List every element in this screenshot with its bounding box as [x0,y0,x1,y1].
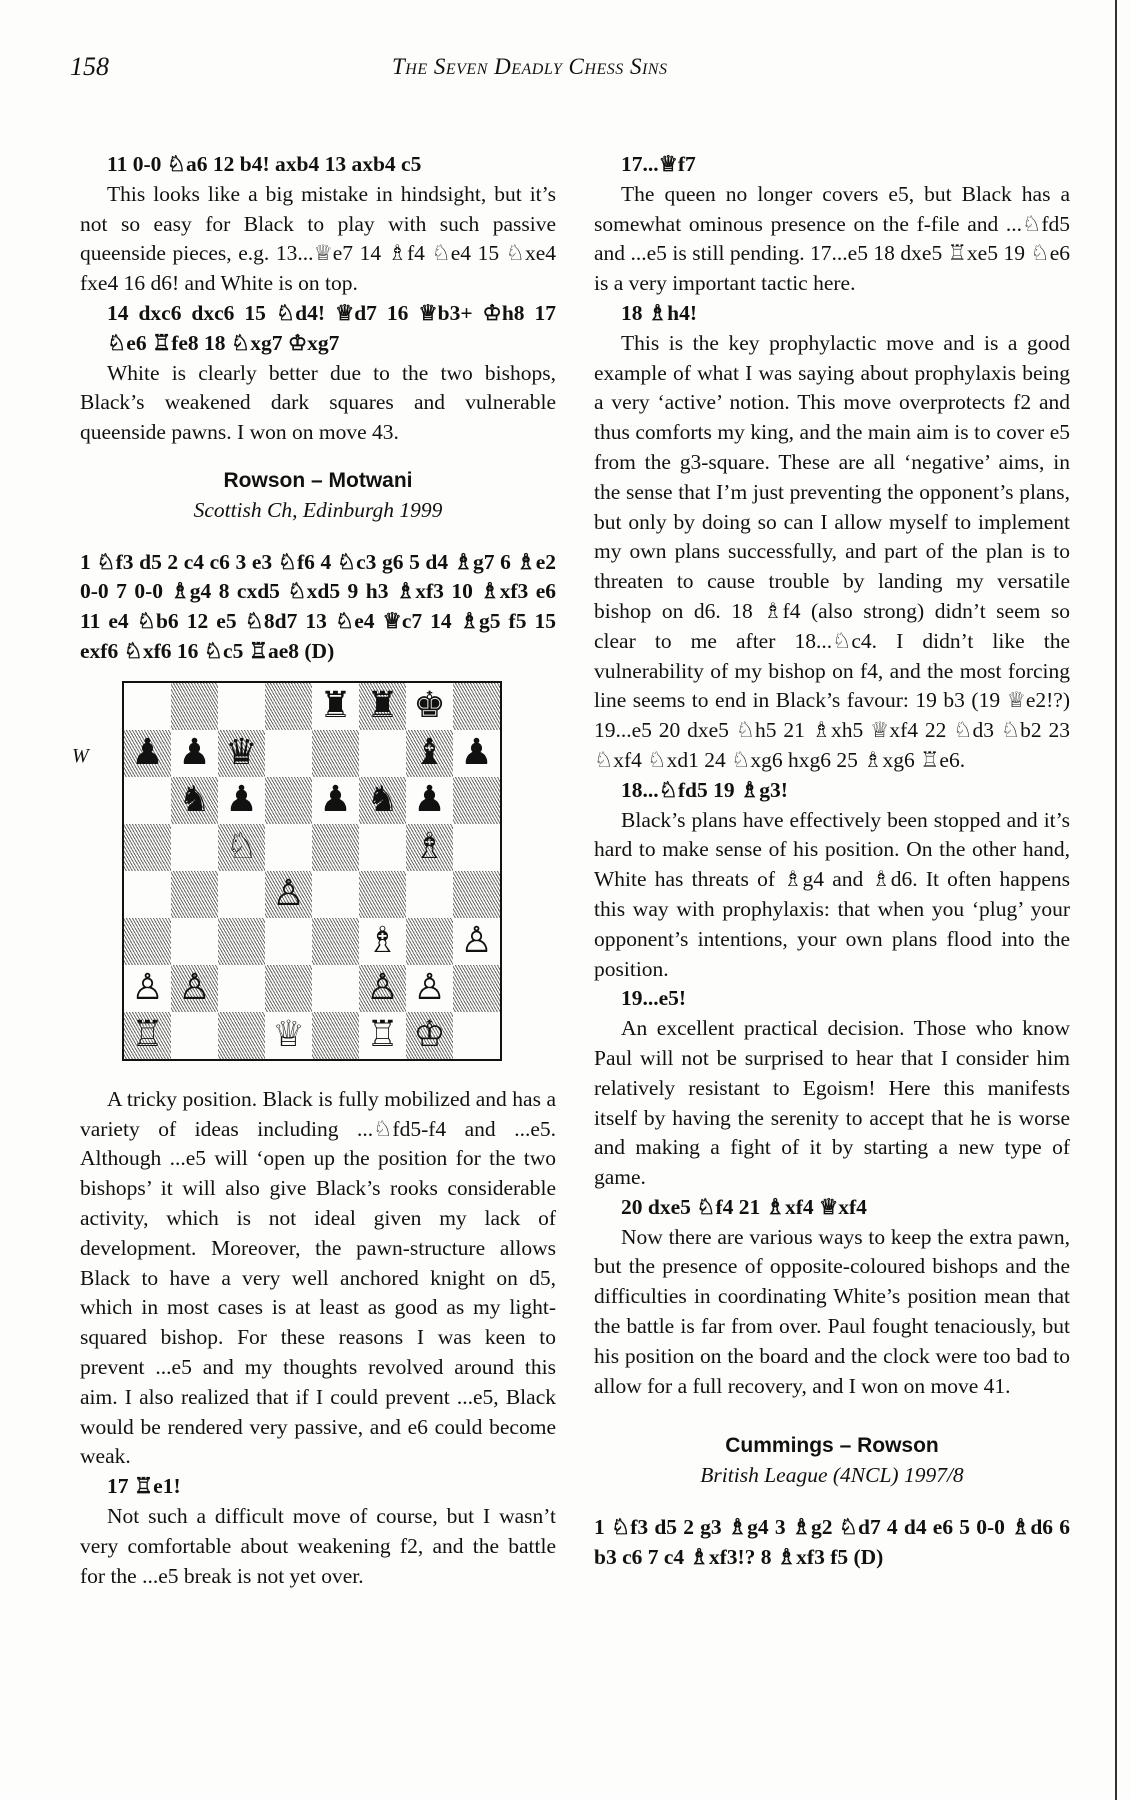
square-b4 [171,871,218,918]
chess-piece: ♖ [131,1014,164,1056]
square-c2 [218,965,265,1012]
square-a4 [124,871,171,918]
move-line: 14 dxc6 dxc6 15 ♘d4! ♕d7 16 ♕b3+ ♔h8 17 ♘e6 ♖fe8 18 ♘xg7 ♔xg7 [107,300,556,355]
square-d5 [265,824,312,871]
square-d7 [265,730,312,777]
side-to-move-label: W [72,744,89,767]
square-c1 [218,1012,265,1059]
chess-piece: ♟ [225,779,258,821]
chess-piece: ♝ [413,732,446,774]
square-g1 [406,1012,453,1059]
square-e3 [312,918,359,965]
page-edge-rule [1115,0,1117,1800]
paragraph: Black’s plans have effectively been stopped and it’s hard to make sense of his position. On the other hand, White has threats of ♗g4 and ♗d6. It often happens this way with prophylaxis: that when you ‘plug’ your opponent’s intentions, your own plans flood into the position. [594,807,1070,981]
square-e4 [312,871,359,918]
chess-piece: ♟ [131,732,164,774]
move-line: 17 ♖e1! [107,1474,181,1499]
square-f5 [359,824,406,871]
chess-piece: ♙ [272,873,305,915]
chess-piece: ♔ [413,1014,446,1056]
square-c6 [218,777,265,824]
square-c5 [218,824,265,871]
square-b3 [171,918,218,965]
square-h7 [453,730,500,777]
square-f3 [359,918,406,965]
square-d1 [265,1012,312,1059]
chess-piece: ♙ [178,967,211,1009]
paragraph: A tricky position. Black is fully mobilized and has a variety of ideas including ...♘fd5-f4 and ...e5. Although ...e5 will ‘open up the position for the two bishops’ it will also give Black’s rooks considerable activity, which is not ideal given my lack of development. Moreover, the pawn-structure allows Black to have a very well anchored knight on d5, which in most cases is at least as good as my light-squared bishop. For these reasons I was keen to prevent ...e5 and my thoughts revolved around this aim. I also realized that if I could prevent ...e5, Black would be rendered very passive, and e6 could become weak. [80,1086,556,1469]
square-a6 [124,777,171,824]
square-g7 [406,730,453,777]
game-players: Cummings – Rowson [725,1434,939,1458]
right-column [594,150,1070,1573]
square-b2 [171,965,218,1012]
game-moves: 1 ♘f3 d5 2 g3 ♗g4 3 ♗g2 ♘d7 4 d4 e6 5 0-0 ♗d6 6 b3 c6 7 c4 ♗xf3!? 8 ♗xf3 f5 (D) [594,1515,1070,1569]
game-heading [80,466,556,526]
square-d2 [265,965,312,1012]
paragraph: Now there are various ways to keep the extra pawn, but the presence of opposite-coloured bishops and the difficulties in coordinating White’s position mean that the battle is far from over. Paul fought tenaciously, but his position on the board and the clock were too bad to allow for a full recovery, and I won on move 41. [594,1224,1070,1398]
chess-piece: ♚ [413,685,446,727]
move-line: 18...♘fd5 19 ♗g3! [621,777,788,802]
square-b5 [171,824,218,871]
paragraph: This is the key prophylactic move and is a good example of what I was saying about prophylaxis being a very ‘active’ notion. This move overprotects f2 and thus comforts my king, and the main aim is to cover e5 from the g3-square. These are all ‘negative’ aims, in the sense that I’m just preventing the opponent’s plans, but only by doing so can I allow myself to implement my own plans successfully, and part of the plan is to threaten to cause trouble by landing my versatile bishop on d6. 18 ♗f4 (also strong) didn’t seem so clear to me after 18...♘c4. I didn’t like the vulnerability of my bishop on f4, and the most forcing line seems to end in Black’s favour: 19 b3 (19 ♕e2!?) 19...e5 20 dxe5 ♘h5 21 ♗xh5 ♕xf4 22 ♘d3 ♘b2 23 ♘xf4 ♘xd1 24 ♘xg6 hxg6 25 ♗xg6 ♖e6. [594,330,1070,772]
square-f2 [359,965,406,1012]
game-players: Rowson – Motwani [223,468,413,492]
square-e7 [312,730,359,777]
chess-piece: ♟ [460,732,493,774]
square-f1 [359,1012,406,1059]
square-a5 [124,824,171,871]
chess-piece: ♙ [366,967,399,1009]
chess-piece: ♜ [319,685,352,727]
chess-piece: ♞ [366,779,399,821]
square-e1 [312,1012,359,1059]
square-e5 [312,824,359,871]
paragraph: An excellent practical decision. Those who know Paul will not be surprised to hear that I consider him relatively resistant to Egoism! Here this manifests itself by having the serenity to accept that he is worse and making a fight of it by starting a new type of game. [594,1016,1070,1190]
square-h2 [453,965,500,1012]
square-c4 [218,871,265,918]
square-h3 [453,918,500,965]
square-h8 [453,683,500,730]
game-moves: 1 ♘f3 d5 2 c4 c6 3 e3 ♘f6 4 ♘c3 g6 5 d4 ♗g7 6 ♗e2 0-0 7 0-0 ♗g4 8 cxd5 ♘xd5 9 h3 ♗xf3 10 ♗xf3 e6 11 e4 ♘b6 12 e5 ♘8d7 13 ♘e4 ♕c7 14 ♗g5 f5 15 exf6 ♘xf6 16 ♘c5 ♖ae8 (D) [80,549,556,663]
chess-piece: ♗ [366,920,399,962]
page-number: 158 [70,52,109,81]
square-f4 [359,871,406,918]
square-a2 [124,965,171,1012]
square-h1 [453,1012,500,1059]
square-b8 [171,683,218,730]
square-a1 [124,1012,171,1059]
square-g3 [406,918,453,965]
move-line: 18 ♗h4! [621,300,698,325]
square-e8 [312,683,359,730]
paragraph: Not such a difficult move of course, but I wasn’t very comfortable about weakening f2, and the battle for the ...e5 break is not yet over. [80,1503,556,1588]
square-f6 [359,777,406,824]
square-g8 [406,683,453,730]
chess-piece: ♘ [225,826,258,868]
game-heading [594,1431,1070,1491]
square-g5 [406,824,453,871]
square-d4 [265,871,312,918]
chess-piece: ♙ [460,920,493,962]
square-g6 [406,777,453,824]
move-line: 19...e5! [621,986,687,1011]
square-f8 [359,683,406,730]
diagram [72,667,556,1085]
square-c3 [218,918,265,965]
chess-piece: ♗ [413,826,446,868]
square-a7 [124,730,171,777]
chess-piece: ♖ [366,1014,399,1056]
chess-board [122,681,502,1061]
chess-piece: ♕ [272,1014,305,1056]
chess-piece: ♙ [131,967,164,1009]
square-h4 [453,871,500,918]
chess-piece: ♟ [178,732,211,774]
move-line: 17...♕f7 [621,152,696,176]
square-e6 [312,777,359,824]
square-d6 [265,777,312,824]
paragraph: The queen no longer covers e5, but Black has a somewhat ominous presence on the f-file and ...♘fd5 and ...e5 is still pending. 17...e5 18 dxe5 ♖xe5 19 ♘e6 is a very important tactic here. [594,181,1070,296]
chess-piece: ♜ [366,685,399,727]
square-g4 [406,871,453,918]
left-column [72,150,556,1591]
square-h6 [453,777,500,824]
square-a3 [124,918,171,965]
square-b1 [171,1012,218,1059]
running-title: The Seven Deadly Chess Sins [392,54,668,79]
chess-piece: ♙ [413,967,446,1009]
chess-piece: ♞ [178,779,211,821]
chess-piece: ♟ [413,779,446,821]
square-b6 [171,777,218,824]
square-e2 [312,965,359,1012]
square-g2 [406,965,453,1012]
square-h5 [453,824,500,871]
square-c8 [218,683,265,730]
move-line: 20 dxe5 ♘f4 21 ♗xf4 ♕xf4 [621,1194,867,1219]
game-event: Scottish Ch, Edinburgh 1999 [193,497,443,522]
square-d3 [265,918,312,965]
square-c7 [218,730,265,777]
paragraph: White is clearly better due to the two bishops, Black’s weakened dark squares and vulnerable queenside pawns. I won on move 43. [80,360,556,445]
square-b7 [171,730,218,777]
square-f7 [359,730,406,777]
game-event: British League (4NCL) 1997/8 [700,1463,964,1488]
square-d8 [265,683,312,730]
paragraph: This looks like a big mistake in hindsight, but it’s not so easy for Black to play with such passive queenside pieces, e.g. 13...♕e7 14 ♗f4 ♘e4 15 ♘xe4 fxe4 16 d6! and White is on top. [80,181,556,296]
chess-piece: ♛ [225,732,258,774]
move-line: 11 0-0 ♘a6 12 b4! axb4 13 axb4 c5 [107,152,422,176]
page-header [70,52,1070,92]
square-a8 [124,683,171,730]
chess-piece: ♟ [319,779,352,821]
